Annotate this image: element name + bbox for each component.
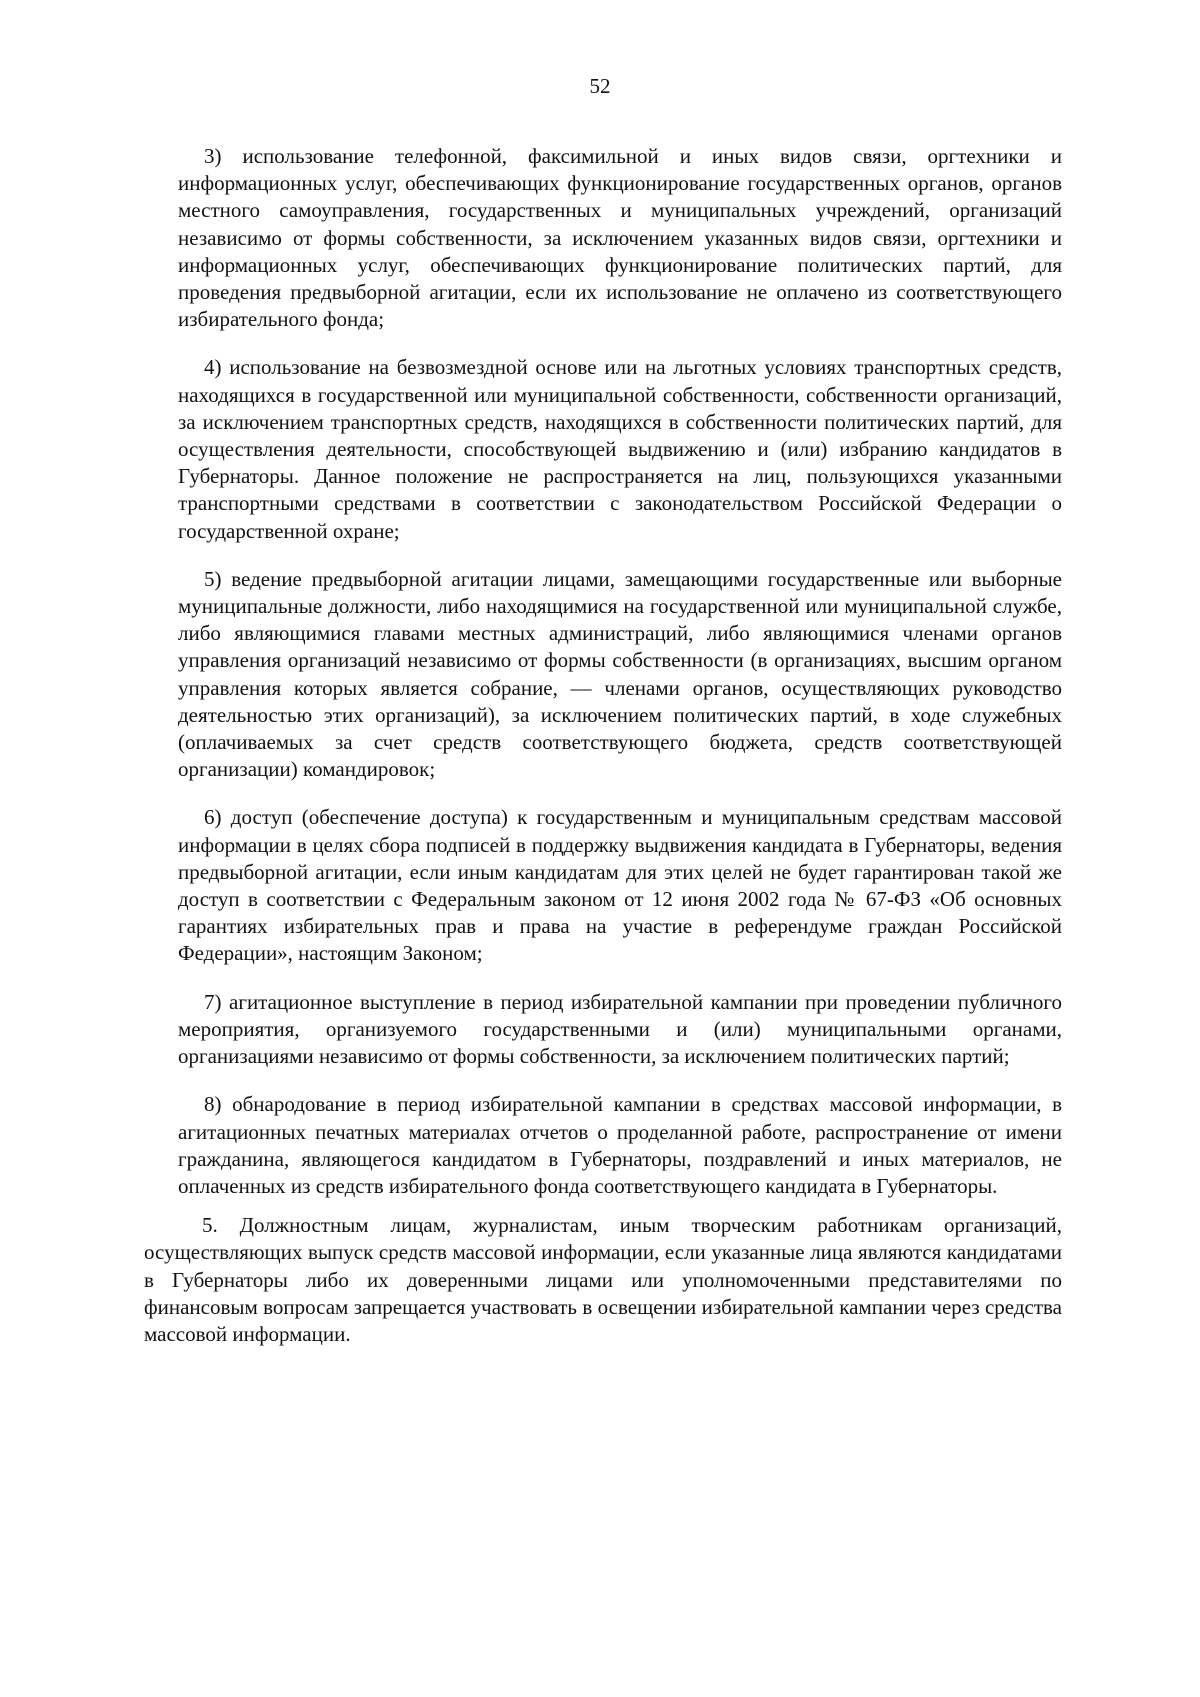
- list-item-8: 8) обнародование в период избирательной кампании в средствах массовой информации, в агитационных печатных материалах отчетов о проделанной работе, распространение от имени гражданина, являющегося кандидатом в Губернаторы, поздравлений и иных материалов, не оплаченных из средств избирательного фонда соответствующего кандидата в Губернаторы.: [178, 1092, 1062, 1198]
- page-number: 52: [589, 74, 611, 98]
- paragraph-5: 5. Должностным лицам, журналистам, иным творческим работникам организаций, осуществляющих выпуск средств массовой информации, если указанные лица являются кандидатами в Губернаторы либо их доверенными лицами или уполномоченными представителями по финансовым вопросам запрещается участвовать в освещении избирательной кампании через средства массовой информации.: [144, 1213, 1062, 1346]
- list-item-3: 3) использование телефонной, факсимильной и иных видов связи, оргтехники и информационных услуг, обеспечивающих функционирование государственных органов, органов местного самоуправления, государственных и муниципальных учреждений, организаций независимо от формы собственности, за исключением указанных видов связи, оргтехники и информационных услуг, обеспечивающих функционирование политических партий, для проведения предвыборной агитации, если их использование не оплачено из соответствующего избирательного фонда;: [178, 144, 1062, 332]
- list-item-4: 4) использование на безвозмездной основе или на льготных условиях транспортных средств, находящихся в государственной или муниципальной собственности, собственности организаций, за исключением транспортных средств, находящихся в собственности политических партий, для осуществления деятельности, способствующей выдвижению и (или) избранию кандидатов в Губернаторы. Данное положение не распространяется на лиц, пользующихся указанными транспортными средствами в соответствии с законодательством Российской Федерации о государственной охране;: [178, 355, 1062, 543]
- list-item-5: 5) ведение предвыборной агитации лицами, замещающими государственные или выборные муниципальные должности, либо находящимися на государственной или муниципальной службе, либо являющимися главами местных администраций, либо являющимися членами органов управления организаций независимо от формы собственности (в организациях, высшим органом управления которых является собрание, — членами органов, осуществляющих руководство деятельностью этих организаций), за исключением политических партий, в ходе служебных (оплачиваемых за счет средств соответствующего бюджета, средств соответствующей организации) командировок;: [178, 566, 1062, 782]
- list-item-7: 7) агитационное выступление в период избирательной кампании при проведении публичного мероприятия, организуемого государственными и (или) муниципальными органами, организациями независимо от формы собственности, за исключением политических партий;: [178, 989, 1062, 1069]
- list-item-6: 6) доступ (обеспечение доступа) к государственным и муниципальным средствам массовой информации в целях сбора подписей в поддержку выдвижения кандидата в Губернаторы, ведения предвыборной агитации, если иным кандидатам для этих целей не будет гарантирован такой же доступ в соответствии с Федеральным законом от 12 июня 2002 года № 67-ФЗ «Об основных гарантиях избирательных прав и права на участие в референдуме граждан Российской Федерации», настоящим Законом;: [178, 805, 1062, 966]
- document-body: [144, 143, 1062, 1369]
